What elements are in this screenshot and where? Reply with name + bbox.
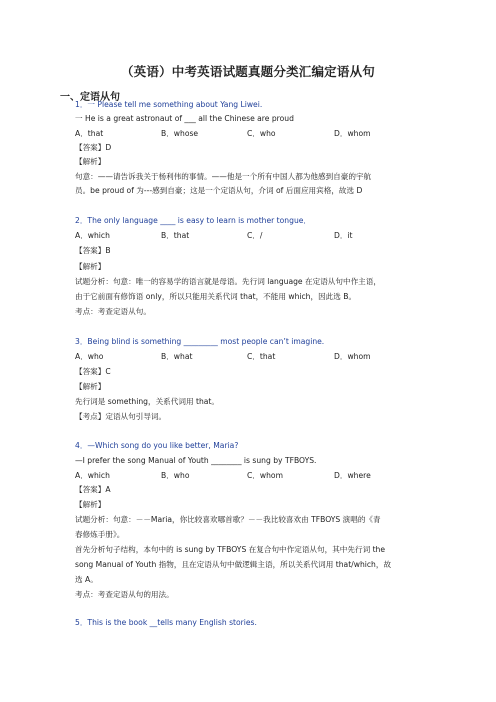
q4-line2: —I prefer the song Manual of Youth ________ is sung by TFBOYS. [75, 456, 317, 465]
q1-option-a: A．that [75, 129, 104, 138]
q3-analysis-line: 先行词是 something，关系代词用 that。 [75, 397, 219, 406]
q2-analysis-label: 【解析】 [75, 262, 106, 271]
q2-option-c: C．/ [247, 231, 263, 240]
q4-analysis-line: 考点：考查定语从句的用法。 [75, 590, 174, 599]
q2-stem: 2．The only language ____ is easy to learn is mother tongue． [75, 216, 312, 225]
q2-option-d: D．it [334, 231, 353, 240]
q2-option-a: A．which [75, 231, 110, 240]
section-heading: 一、定语从句 [60, 92, 120, 103]
q1-option-b: B．whose [161, 129, 199, 138]
q1-analysis-line: 员。be proud of 为---感到自豪；这是一个定语从句，介词 of 后面应用宾格，故选 D [75, 186, 363, 195]
q4-answer: 【答案】A [75, 485, 111, 494]
q3-option-b: B．what [161, 352, 193, 361]
q4-analysis-line: 春修炼手册》。 [75, 530, 125, 539]
q3-stem: 3．Being blind is something _________ most people can’t imagine. [75, 337, 325, 346]
q3-analysis-line: 【考点】定语从句引导词。 [75, 412, 167, 421]
q1-analysis-label: 【解析】 [75, 157, 106, 166]
q2-analysis-line: 考点：考查定语从句。 [75, 307, 151, 316]
q3-analysis-label: 【解析】 [75, 382, 106, 391]
q1-option-d: D．whom [334, 129, 371, 138]
q3-option-c: C．that [247, 352, 276, 361]
q1-answer: 【答案】D [75, 143, 112, 152]
q4-stem: 4．—Which song do you like better, Maria? [75, 441, 239, 450]
q2-analysis-line: 由于它前面有修饰语 only，所以只能用关系代词 that，不能用 which，因此选 B。 [75, 292, 357, 301]
q3-answer: 【答案】C [75, 367, 111, 376]
q4-option-a: A．which [75, 471, 110, 480]
document-title: （英语）中考英语试题真题分类汇编定语从句 [120, 64, 375, 79]
q2-option-b: B．that [161, 231, 190, 240]
q4-analysis-line: 首先分析句子结构，本句中的 is sung by TFBOYS 在复合句中作定语从句，其中先行词 the [75, 545, 386, 554]
q1-stem: 1．一 Please tell me something about Yang Liwei. [75, 100, 263, 109]
q3-option-a: A．who [75, 352, 104, 361]
q4-analysis-line: song Manual of Youth 指物，且在定语从句中做逻辑主语，所以关系代词用 that/which，故 [75, 560, 392, 569]
q1-option-c: C．who [247, 129, 276, 138]
q5-stem: 5．This is the book __tells many English stories. [75, 618, 257, 627]
q4-analysis-line: 选 A。 [75, 575, 98, 584]
q4-option-b: B．who [161, 471, 190, 480]
q2-answer: 【答案】B [75, 246, 111, 255]
q3-option-d: D．whom [334, 352, 371, 361]
q4-option-d: D．where [334, 471, 371, 480]
q1-line2: 一 He is a great astronaut of ___ all the Chinese are proud [75, 114, 294, 123]
q4-analysis-line: 试题分析：句意：－－Maria，你比较喜欢哪首歌？－－我比较喜欢由 TFBOYS 演唱的《青 [75, 515, 381, 524]
q4-analysis-label: 【解析】 [75, 500, 106, 509]
q1-analysis-line: 句意：——请告诉我关于杨利伟的事情。——他是一个所有中国人都为他感到自豪的宇航 [75, 172, 372, 181]
q2-analysis-line: 试题分析：句意：唯一的容易学的语言就是母语。先行词 language 在定语从句中作主语， [75, 277, 381, 286]
q4-option-c: C．whom [247, 471, 283, 480]
